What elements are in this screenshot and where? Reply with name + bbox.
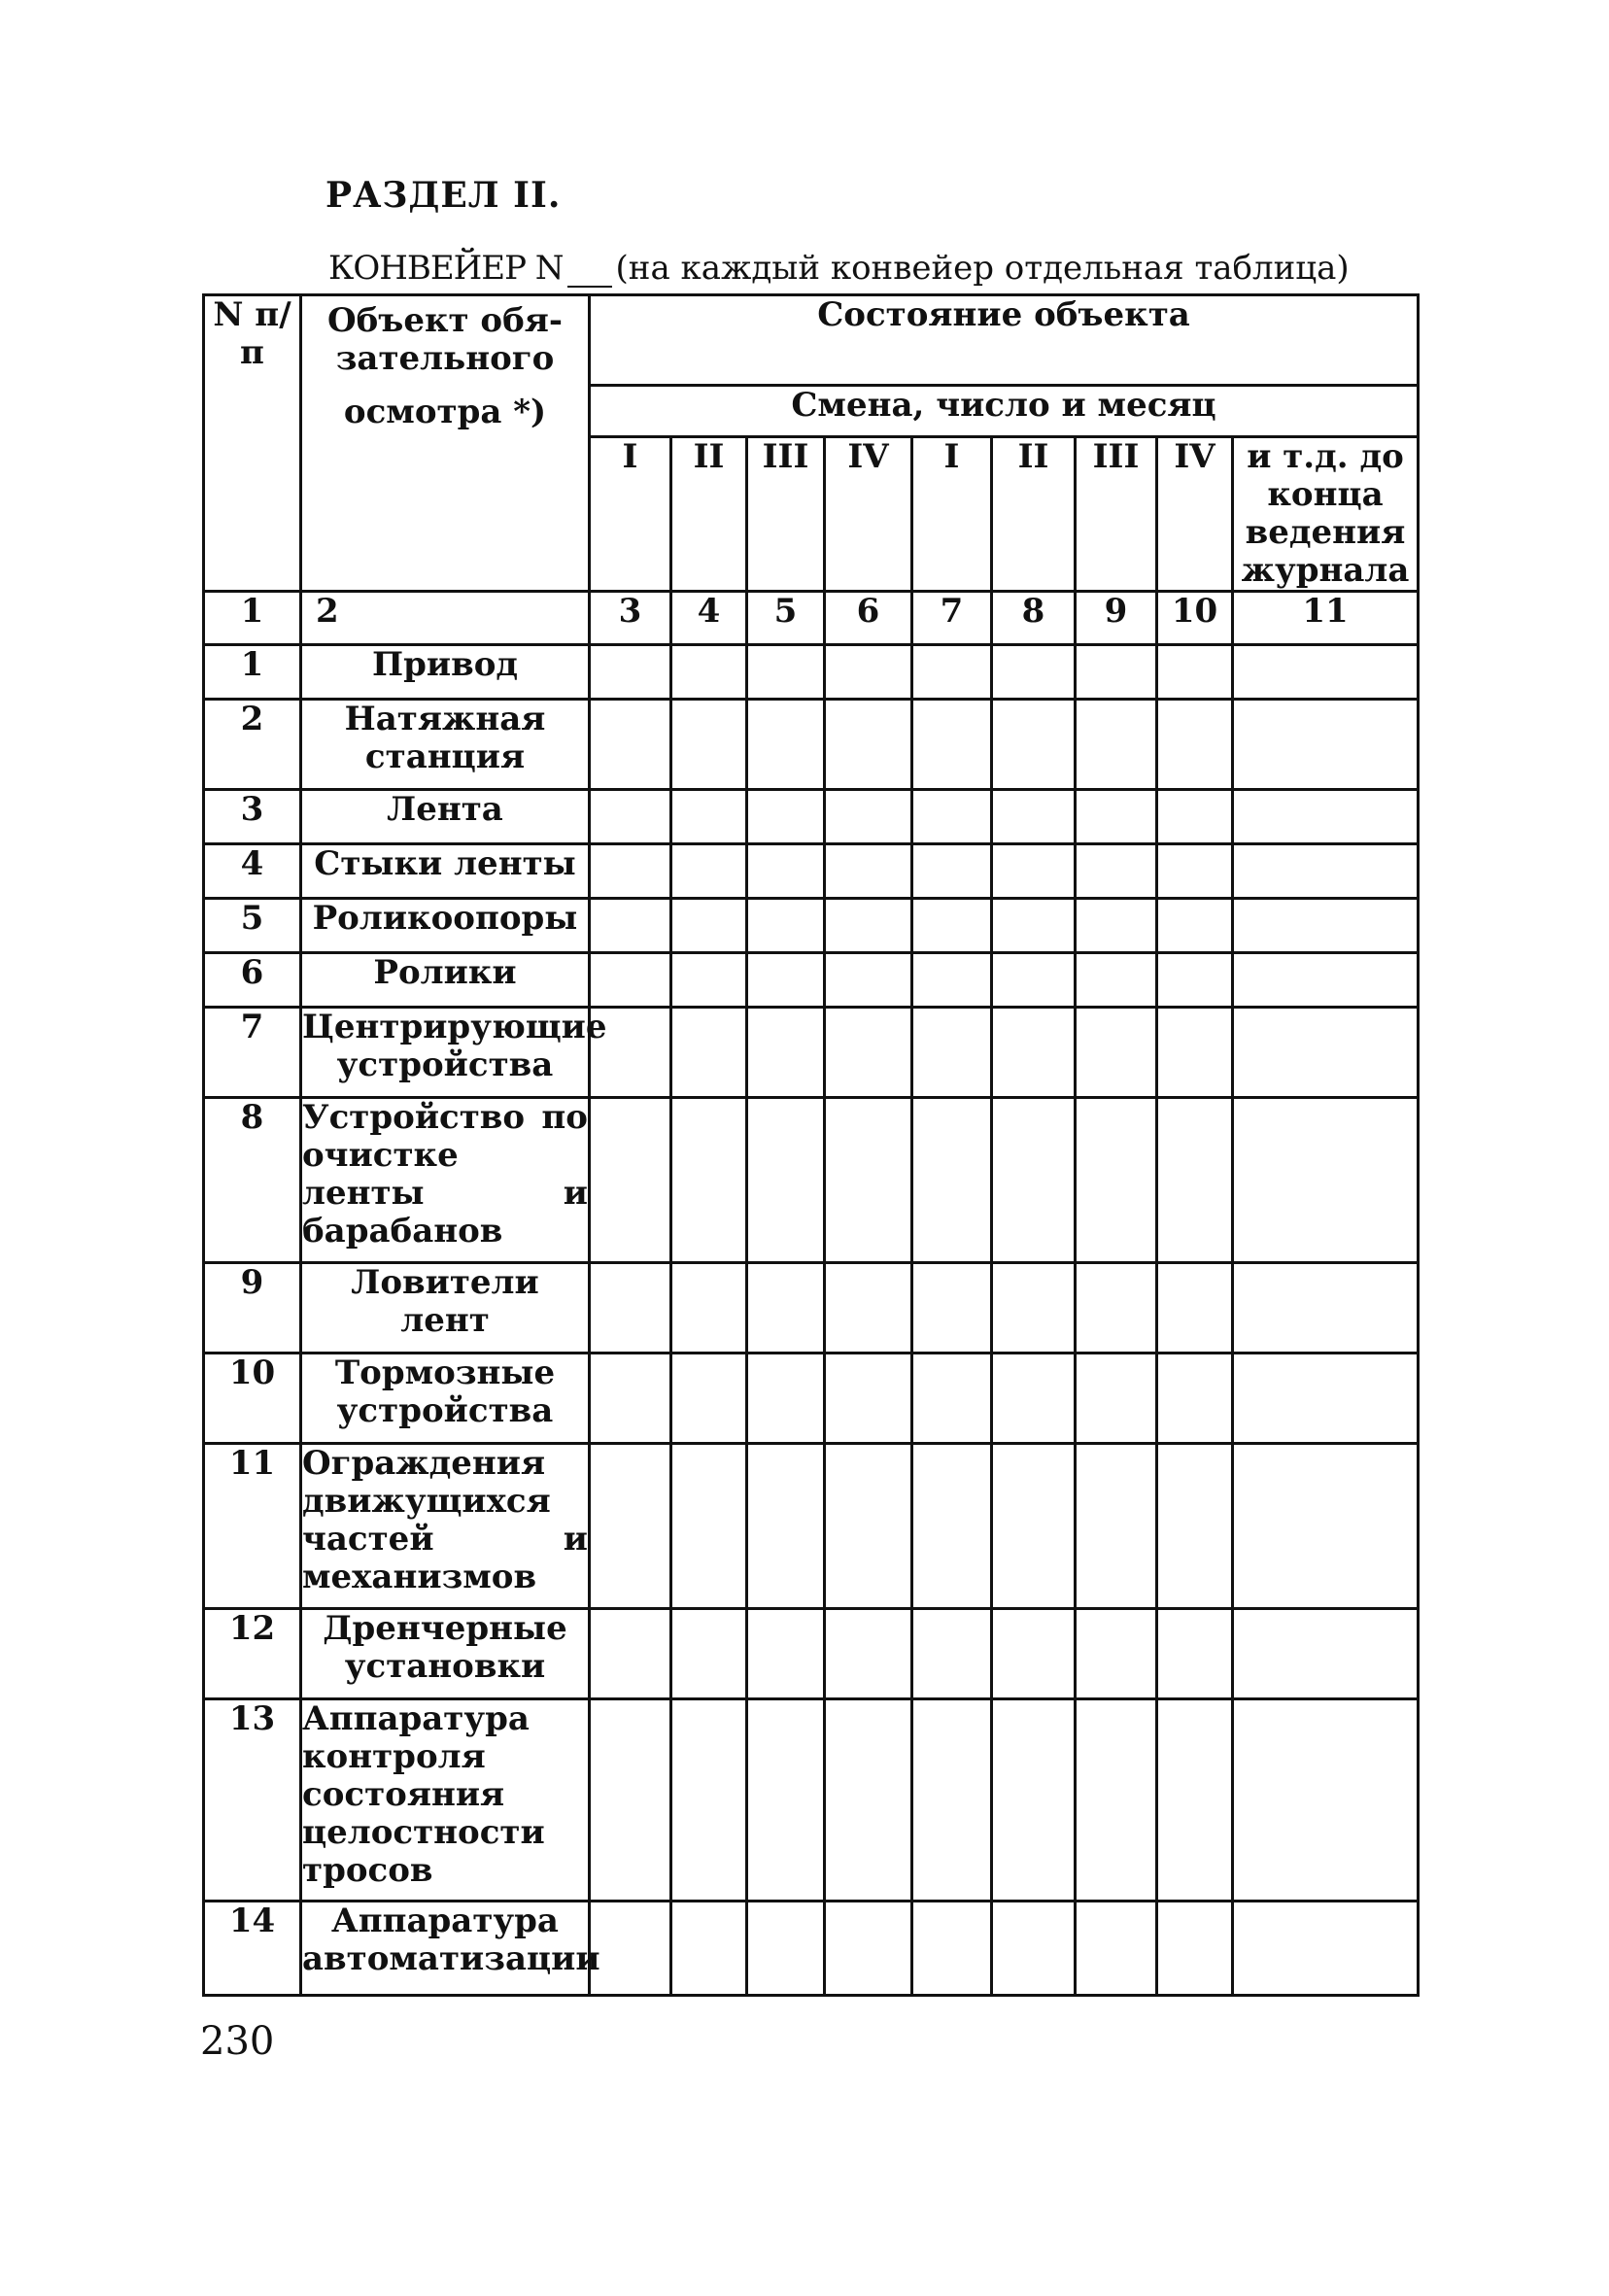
state-cell[interactable] xyxy=(912,899,992,953)
row-number: 11 xyxy=(204,1444,301,1609)
state-cell[interactable] xyxy=(1157,1008,1233,1098)
state-cell[interactable] xyxy=(825,1354,912,1444)
shift-header: I xyxy=(590,437,671,592)
header-object-line1: Объект обя- xyxy=(326,301,564,340)
row-object: Стыки ленты xyxy=(301,844,590,899)
state-cell[interactable] xyxy=(992,899,1076,953)
state-cell[interactable] xyxy=(1157,1609,1233,1699)
state-cell[interactable] xyxy=(1157,1354,1233,1444)
column-number: 9 xyxy=(1076,592,1157,645)
shift-header: III xyxy=(747,437,825,592)
conveyor-number-blank xyxy=(567,262,612,288)
state-cell[interactable] xyxy=(1157,953,1233,1008)
page-number: 230 xyxy=(200,2019,275,2064)
row-object: Ролики xyxy=(301,953,590,1008)
state-cell[interactable] xyxy=(1076,899,1157,953)
row-number: 5 xyxy=(204,899,301,953)
row-number: 10 xyxy=(204,1354,301,1444)
state-cell[interactable] xyxy=(825,1263,912,1354)
state-cell[interactable] xyxy=(590,1354,671,1444)
header-object xyxy=(301,295,590,592)
column-number: 8 xyxy=(992,592,1076,645)
column-number: 7 xyxy=(912,592,992,645)
state-cell[interactable] xyxy=(747,1354,825,1444)
state-cell[interactable] xyxy=(590,1263,671,1354)
state-cell[interactable] xyxy=(671,844,747,899)
state-cell[interactable] xyxy=(1233,645,1419,700)
state-cell[interactable] xyxy=(671,790,747,844)
state-cell[interactable] xyxy=(825,1609,912,1699)
state-cell[interactable] xyxy=(912,1444,992,1609)
row-object: Роликоопоры xyxy=(301,899,590,953)
state-cell[interactable] xyxy=(992,953,1076,1008)
state-cell[interactable] xyxy=(1076,953,1157,1008)
state-cell[interactable] xyxy=(590,1609,671,1699)
table-row xyxy=(204,1008,1419,1098)
row-object: Лента xyxy=(301,790,590,844)
state-cell[interactable] xyxy=(747,700,825,790)
state-cell[interactable] xyxy=(747,1008,825,1098)
state-cell[interactable] xyxy=(912,645,992,700)
conveyor-label: КОНВЕЙЕР N xyxy=(328,249,564,288)
state-cell[interactable] xyxy=(671,953,747,1008)
state-cell[interactable] xyxy=(912,790,992,844)
state-cell[interactable] xyxy=(1157,1902,1233,1996)
state-cell[interactable] xyxy=(825,1444,912,1609)
state-cell[interactable] xyxy=(825,645,912,700)
state-cell[interactable] xyxy=(992,1902,1076,1996)
shift-header: IV xyxy=(825,437,912,592)
state-cell[interactable] xyxy=(590,1699,671,1902)
table-row xyxy=(204,1609,1419,1699)
state-cell[interactable] xyxy=(1076,645,1157,700)
state-cell[interactable] xyxy=(590,953,671,1008)
state-cell[interactable] xyxy=(671,1354,747,1444)
state-cell[interactable] xyxy=(747,899,825,953)
state-cell[interactable] xyxy=(992,1354,1076,1444)
state-cell[interactable] xyxy=(1157,899,1233,953)
row-object: Натяжная станция xyxy=(301,700,590,790)
state-cell[interactable] xyxy=(992,1008,1076,1098)
state-cell[interactable] xyxy=(992,700,1076,790)
state-cell[interactable] xyxy=(747,844,825,899)
row-number: 4 xyxy=(204,844,301,899)
state-cell[interactable] xyxy=(671,1263,747,1354)
row-number: 2 xyxy=(204,700,301,790)
row-object: Аппаратура автоматизации xyxy=(301,1902,590,1996)
column-number: 1 xyxy=(204,592,301,645)
state-cell[interactable] xyxy=(747,1902,825,1996)
row-number: 13 xyxy=(204,1699,301,1902)
table-row xyxy=(204,790,1419,844)
state-cell[interactable] xyxy=(747,1699,825,1902)
state-cell[interactable] xyxy=(992,844,1076,899)
state-cell[interactable] xyxy=(1076,1008,1157,1098)
state-cell[interactable] xyxy=(590,1098,671,1263)
row-number: 12 xyxy=(204,1609,301,1699)
row-object: Ловители лент xyxy=(301,1263,590,1354)
table-row xyxy=(204,1098,1419,1263)
state-cell[interactable] xyxy=(590,790,671,844)
table-row xyxy=(204,700,1419,790)
state-cell[interactable] xyxy=(1157,1263,1233,1354)
state-cell[interactable] xyxy=(590,1902,671,1996)
conveyor-line xyxy=(328,249,1350,288)
state-cell[interactable] xyxy=(747,953,825,1008)
state-cell[interactable] xyxy=(912,1609,992,1699)
state-cell[interactable] xyxy=(1233,700,1419,790)
state-cell[interactable] xyxy=(747,645,825,700)
table-row xyxy=(204,1354,1419,1444)
state-cell[interactable] xyxy=(1076,1098,1157,1263)
shift-header: IV xyxy=(1157,437,1233,592)
conveyor-note: (на каждый конвейер отдельная таблица) xyxy=(615,249,1350,288)
row-object: Аппаратура контроля состояния целостности тросов xyxy=(301,1699,590,1902)
state-cell[interactable] xyxy=(1233,1609,1419,1699)
state-cell[interactable] xyxy=(825,1098,912,1263)
state-cell[interactable] xyxy=(1157,790,1233,844)
state-cell[interactable] xyxy=(671,700,747,790)
state-cell[interactable] xyxy=(1233,953,1419,1008)
state-cell[interactable] xyxy=(1076,1699,1157,1902)
state-cell[interactable] xyxy=(1233,790,1419,844)
shift-etc-header: и т.д. до конца ведения журнала xyxy=(1233,437,1419,592)
state-cell[interactable] xyxy=(590,645,671,700)
row-number: 3 xyxy=(204,790,301,844)
state-cell[interactable] xyxy=(992,790,1076,844)
table-row xyxy=(204,844,1419,899)
state-cell[interactable] xyxy=(912,700,992,790)
inspection-table xyxy=(202,293,1420,1997)
state-cell[interactable] xyxy=(912,1354,992,1444)
state-cell[interactable] xyxy=(1076,1609,1157,1699)
column-number: 3 xyxy=(590,592,671,645)
state-cell[interactable] xyxy=(1157,645,1233,700)
table-row xyxy=(204,899,1419,953)
header-object-line2: зательного xyxy=(335,339,555,378)
state-cell[interactable] xyxy=(825,790,912,844)
state-cell[interactable] xyxy=(1233,844,1419,899)
state-cell[interactable] xyxy=(992,1609,1076,1699)
column-number: 5 xyxy=(747,592,825,645)
state-cell[interactable] xyxy=(1157,844,1233,899)
state-cell[interactable] xyxy=(912,1008,992,1098)
state-cell[interactable] xyxy=(1076,1263,1157,1354)
state-cell[interactable] xyxy=(1233,1354,1419,1444)
state-cell[interactable] xyxy=(1233,1008,1419,1098)
column-number: 11 xyxy=(1233,592,1419,645)
column-number: 10 xyxy=(1157,592,1233,645)
state-cell[interactable] xyxy=(671,1444,747,1609)
column-number: 4 xyxy=(671,592,747,645)
table-row xyxy=(204,1263,1419,1354)
state-cell[interactable] xyxy=(747,790,825,844)
state-cell[interactable] xyxy=(992,1263,1076,1354)
state-cell[interactable] xyxy=(671,1098,747,1263)
state-cell[interactable] xyxy=(1233,1098,1419,1263)
state-cell[interactable] xyxy=(590,700,671,790)
state-cell[interactable] xyxy=(1076,1902,1157,1996)
table-row xyxy=(204,1444,1419,1609)
row-number: 1 xyxy=(204,645,301,700)
state-cell[interactable] xyxy=(912,1902,992,1996)
state-cell[interactable] xyxy=(992,1444,1076,1609)
state-cell[interactable] xyxy=(912,1098,992,1263)
state-cell[interactable] xyxy=(825,953,912,1008)
row-number: 6 xyxy=(204,953,301,1008)
state-cell[interactable] xyxy=(590,899,671,953)
row-object: Ограждения движущихся частей и механизмов xyxy=(301,1444,590,1609)
state-cell[interactable] xyxy=(671,899,747,953)
table-row xyxy=(204,953,1419,1008)
state-cell[interactable] xyxy=(1233,1699,1419,1902)
state-cell[interactable] xyxy=(825,1008,912,1098)
header-state: Состояние объекта xyxy=(590,295,1419,386)
state-cell[interactable] xyxy=(671,645,747,700)
header-object-line3: осмотра *) xyxy=(343,393,547,431)
column-number: 6 xyxy=(825,592,912,645)
row-number: 9 xyxy=(204,1263,301,1354)
header-num: N п/п xyxy=(204,295,301,592)
state-cell[interactable] xyxy=(992,1098,1076,1263)
shift-header: II xyxy=(992,437,1076,592)
shift-header: I xyxy=(912,437,992,592)
state-cell[interactable] xyxy=(590,1444,671,1609)
state-cell[interactable] xyxy=(1157,1444,1233,1609)
state-cell[interactable] xyxy=(825,844,912,899)
state-cell[interactable] xyxy=(1233,899,1419,953)
state-cell[interactable] xyxy=(825,899,912,953)
table-row xyxy=(204,645,1419,700)
header-shift: Смена, число и месяц xyxy=(590,386,1419,437)
state-cell[interactable] xyxy=(1076,844,1157,899)
state-cell[interactable] xyxy=(992,1699,1076,1902)
state-cell[interactable] xyxy=(747,1609,825,1699)
state-cell[interactable] xyxy=(590,844,671,899)
shift-header: III xyxy=(1076,437,1157,592)
state-cell[interactable] xyxy=(1233,1444,1419,1609)
state-cell[interactable] xyxy=(1233,1902,1419,1996)
row-object: Привод xyxy=(301,645,590,700)
row-object: Дренчерные установки xyxy=(301,1609,590,1699)
state-cell[interactable] xyxy=(1076,790,1157,844)
row-number: 8 xyxy=(204,1098,301,1263)
state-cell[interactable] xyxy=(671,1008,747,1098)
row-object: Центрирующие устройства xyxy=(301,1008,590,1098)
state-cell[interactable] xyxy=(825,1699,912,1902)
state-cell[interactable] xyxy=(671,1609,747,1699)
state-cell[interactable] xyxy=(1157,1699,1233,1902)
state-cell[interactable] xyxy=(992,645,1076,700)
state-cell[interactable] xyxy=(1157,1098,1233,1263)
state-cell[interactable] xyxy=(747,1098,825,1263)
state-cell[interactable] xyxy=(1157,700,1233,790)
state-cell[interactable] xyxy=(912,1699,992,1902)
state-cell[interactable] xyxy=(1076,1444,1157,1609)
state-cell[interactable] xyxy=(912,953,992,1008)
table-row xyxy=(204,1902,1419,1996)
section-title: РАЗДЕЛ II. xyxy=(325,175,562,216)
state-cell[interactable] xyxy=(671,1699,747,1902)
row-number: 14 xyxy=(204,1902,301,1996)
row-object: Тормозные устройства xyxy=(301,1354,590,1444)
state-cell[interactable] xyxy=(1076,700,1157,790)
row-object: Устройство по очистке ленты и барабанов xyxy=(301,1098,590,1263)
column-number: 2 xyxy=(301,592,590,645)
state-cell[interactable] xyxy=(912,1263,992,1354)
state-cell[interactable] xyxy=(825,700,912,790)
state-cell[interactable] xyxy=(1233,1263,1419,1354)
state-cell[interactable] xyxy=(912,844,992,899)
table-row xyxy=(204,1699,1419,1902)
state-cell[interactable] xyxy=(1076,1354,1157,1444)
state-cell[interactable] xyxy=(671,1902,747,1996)
state-cell[interactable] xyxy=(747,1444,825,1609)
state-cell[interactable] xyxy=(825,1902,912,1996)
shift-header: II xyxy=(671,437,747,592)
state-cell[interactable] xyxy=(747,1263,825,1354)
row-number: 7 xyxy=(204,1008,301,1098)
